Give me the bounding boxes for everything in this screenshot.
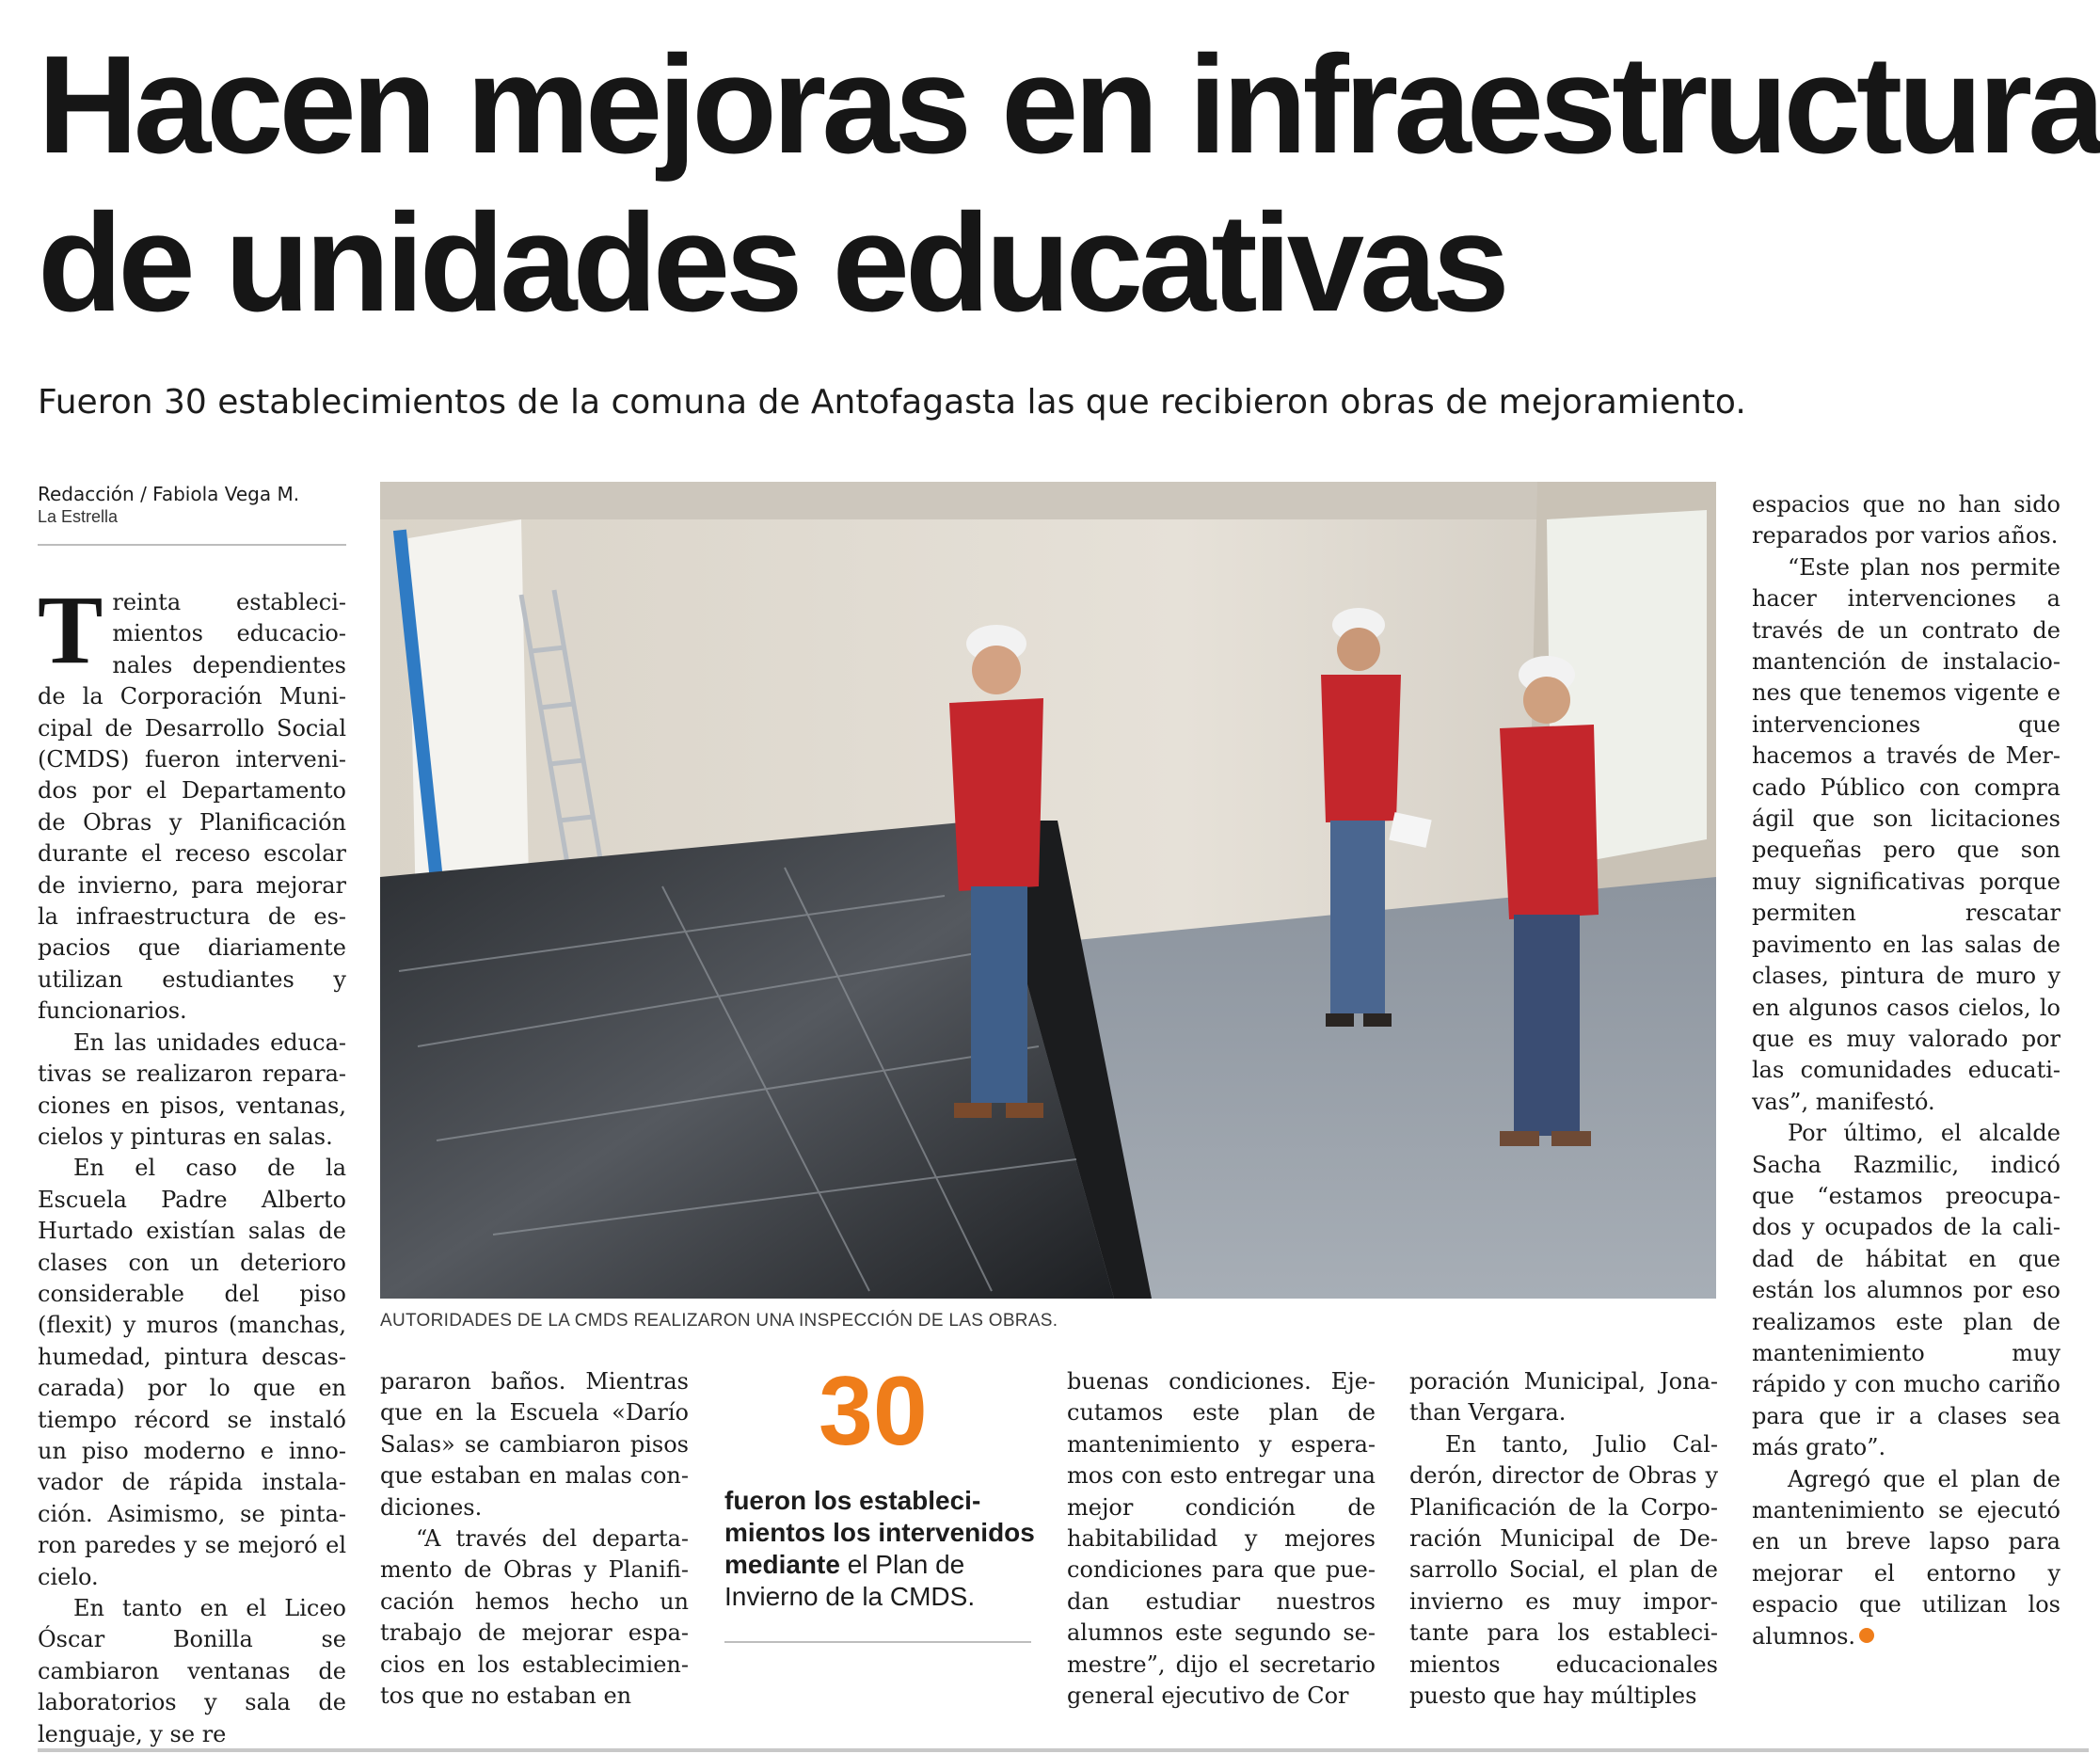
paragraph: “Este plan nos permite hacer intervenciones a través de un contrato de mantención de instalaciones que tenemos vigente e intervenciones que hacemos a través de Mercado Público con compra ágil que son licitaciones pequeñas pero que son muy significativas porque permiten rescatar pavimento en las salas de clases, pintura de muro y en algunos casos cielos, lo que es muy valorado por las comunidades educativas”, manifestó.: [1752, 553, 2060, 1115]
paragraph-text: Agregó que el plan de mantenimiento se ejecutó en un breve lapso para mejorar el entorno y espacio que utilizan los alumnos.: [1752, 1465, 2060, 1650]
bottom-divider: [38, 1748, 2089, 1752]
paragraph: En el caso de la Escuela Padre Alberto Hurtado existían salas de clases con un deterioro considerable del piso (flexit) y muros (manchas, humedad, pintura descascarada) por lo que en tiempo récord se instaló un piso moderno e innovador de rápida instalación. Asimismo, se pintaron paredes y se mejoró el cielo.: [38, 1155, 346, 1590]
stat-divider: [724, 1641, 1031, 1643]
inspection-photo-illustration: [380, 482, 1716, 1299]
stat-number: 30: [819, 1357, 928, 1466]
article-photo: [380, 482, 1716, 1299]
paragraph: poración Municipal, Jonathan Vergara.: [1409, 1368, 1718, 1427]
body-column-4: [1409, 1366, 1718, 1712]
stat-bold-text: fueron los establecimientos los intervenidos mediante: [724, 1486, 1035, 1579]
subtitle: Fueron 30 establecimientos de la comuna de Antofagasta las que recibieron obras de mejoramiento.: [38, 383, 1746, 422]
end-mark-icon: [1859, 1628, 1874, 1643]
byline-author: Redacción / Fabiola Vega M.: [38, 483, 300, 505]
byline-outlet: La Estrella: [38, 507, 119, 526]
byline-divider: [38, 544, 346, 546]
paragraph: “A través del departamento de Obras y Planificación hemos hecho un trabajo de mejorar espacios en los establecimientos que no estaban en: [380, 1525, 689, 1710]
paragraph: En tanto, Julio Calderón, director de Obras y Planificación de la Corporación Municipal de Desarrollo Social, el plan de invierno es muy importante para los establecimientos educacionales puesto que hay múltiples: [1409, 1430, 1718, 1710]
headline-line-1: Hacen mejoras en infraestructura: [38, 27, 2100, 183]
paragraph: pararon baños. Mientras que en la Escuela «Darío Salas» se cambiaron pisos que estaban en malas condiciones.: [380, 1368, 689, 1521]
paragraph: espacios que no han sido reparados por varios años.: [1752, 491, 2060, 550]
body-column-2: [380, 1366, 689, 1712]
byline: [38, 482, 346, 527]
photo-caption: AUTORIDADES DE LA CMDS REALIZARON UNA INSPECCIÓN DE LAS OBRAS.: [380, 1311, 1058, 1331]
body-column-1: [38, 576, 346, 1750]
paragraph-text: reinta establecimientos educacionales dependientes de la Corporación Municipal de Desarrollo Social (CMDS) fueron intervenidos por el Departamento de Obras y Planificación durante el receso escolar de invierno, para mejorar la infraestructura de espacios que diariamente utilizan estudiantes y funcionarios.: [38, 589, 346, 1025]
stat-regular-text: el Plan de Invierno de la CMDS.: [724, 1550, 976, 1611]
headline-line-2: de unidades educativas: [38, 185, 1505, 341]
paragraph: En tanto en el Liceo Óscar Bonilla se cambiaron ventanas de laboratorios y sala de lenguaje, y se re: [38, 1595, 346, 1747]
paragraph: En las unidades educativas se realizaron reparaciones en pisos, ventanas, cielos y pinturas en salas.: [38, 1028, 346, 1150]
paragraph: buenas condiciones. Ejecutamos este plan de mantenimiento y esperamos con esto entregar una mejor condición de habitabilidad y mejores condiciones para que puedan estudiar nuestros alumnos este segundo semestre”, dijo el secretario general ejecutivo de Cor: [1067, 1368, 1376, 1710]
body-column-3: [1067, 1366, 1376, 1712]
paragraph: Por último, el alcalde Sacha Razmilic, indicó que “estamos preocupados y ocupados de la calidad de hábitat en que están los alumnos por eso realizamos este plan de mantenimiento muy rápido y con mucho cariño para que ir a clases sea más grato”.: [1752, 1120, 2060, 1461]
headline: [38, 26, 2100, 343]
stat-description: [724, 1485, 1035, 1613]
body-column-5: [1752, 489, 2060, 1652]
drop-cap: T: [38, 576, 103, 684]
paragraph: [38, 576, 346, 1028]
paragraph: [1752, 1464, 2060, 1652]
ceiling: [380, 482, 1716, 519]
